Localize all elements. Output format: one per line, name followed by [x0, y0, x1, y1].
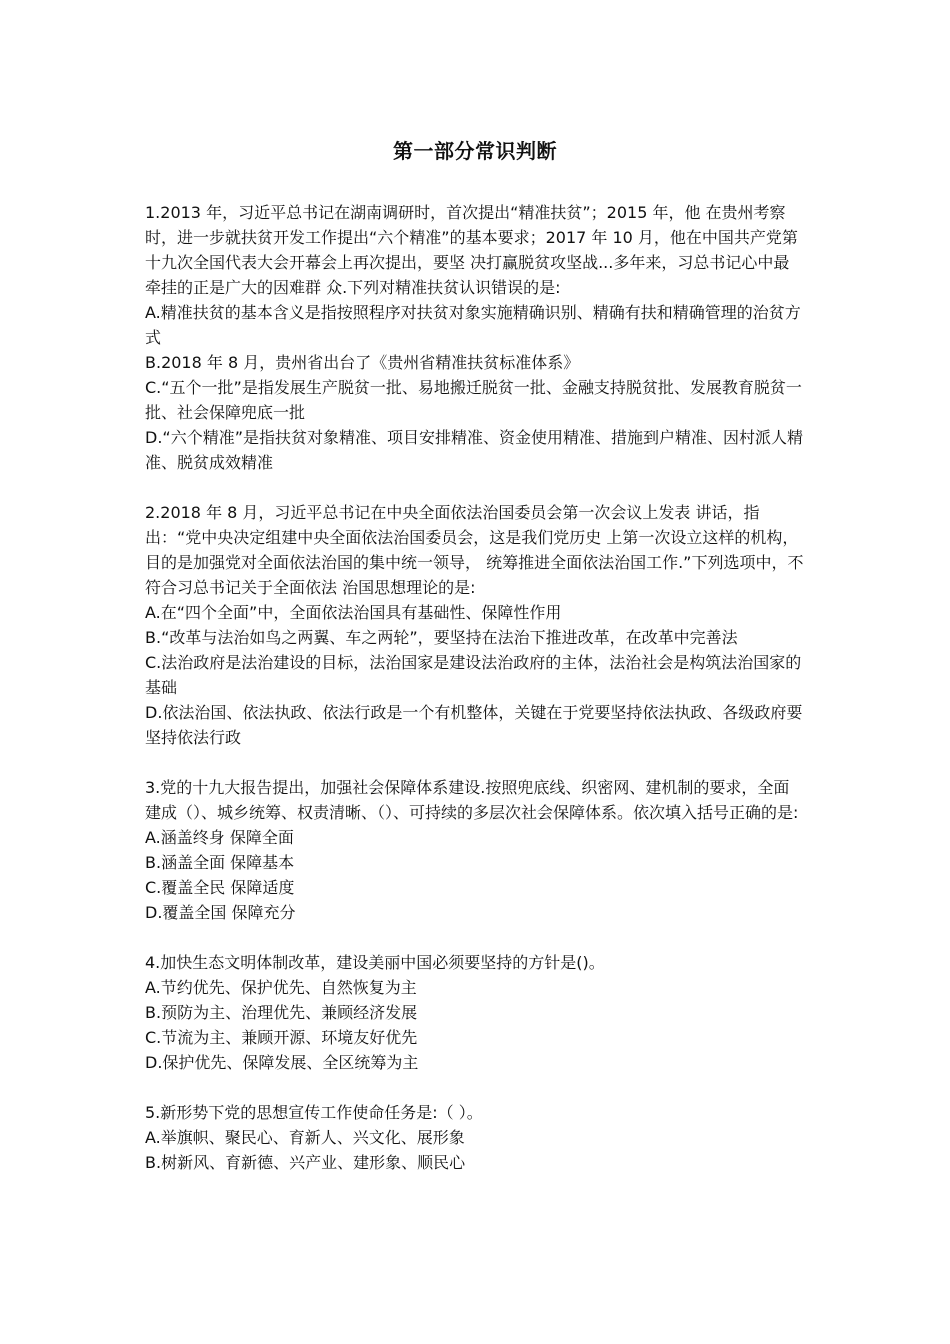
option-c: C.覆盖全民 保障适度 [145, 878, 295, 897]
question-1 [145, 200, 805, 475]
question-3 [145, 775, 805, 925]
question-stem: 2.2018 年 8 月，习近平总书记在中央全面依法治国委员会第一次会议上发表 讲话，指出：“党中央决定组建中央全面依法治国委员会，这是我们党历史 上第一次设立这样的机构，目的是加强党对全面依法治国的集中统一领导， 统筹推进全面依法治国工作.”下列选项中，不符合习总书记关于全面依法 治国思想理论的是: [145, 503, 804, 597]
question-5 [145, 1100, 805, 1175]
option-b: B.预防为主、治理优先、兼顾经济发展 [145, 1003, 418, 1022]
option-a: A.节约优先、保护优先、自然恢复为主 [145, 978, 417, 997]
option-d: D.依法治国、依法执政、依法行政是一个有机整体，关键在于党要坚持依法执政、各级政府要坚持依法行政 [145, 703, 803, 747]
option-d: D.保护优先、保障发展、全区统筹为主 [145, 1053, 419, 1072]
option-c: C.“五个一批”是指发展生产脱贫一批、易地搬迁脱贫一批、金融支持脱贫批、发展教育脱贫一批、社会保障兜底一批 [145, 378, 802, 422]
option-c: C.节流为主、兼顾开源、环境友好优先 [145, 1028, 418, 1047]
section-title: 第一部分常识判断 [393, 139, 557, 163]
option-d: D.覆盖全国 保障充分 [145, 903, 296, 922]
option-a: A.涵盖终身 保障全面 [145, 828, 294, 847]
question-list [145, 200, 805, 1200]
option-b: B.树新风、育新德、兴产业、建形象、顺民心 [145, 1153, 466, 1172]
option-b: B.涵盖全面 保障基本 [145, 853, 295, 872]
option-d: D.“六个精准”是指扶贫对象精准、项目安排精准、资金使用精准、措施到户精准、因村派人精准、脱贫成效精准 [145, 428, 803, 472]
question-2 [145, 500, 805, 750]
option-b: B.2018 年 8 月，贵州省出台了《贵州省精准扶贫标准体系》 [145, 353, 580, 372]
question-stem: 3.党的十九大报告提出，加强社会保障体系建设.按照兜底线、织密网、建机制的要求，全面建成（）、城乡统筹、权责清晰、（）、可持续的多层次社会保障体系。依次填入括号正确的是: [145, 778, 799, 822]
question-4 [145, 950, 805, 1075]
question-stem: 4.加快生态文明体制改革，建设美丽中国必须要坚持的方针是()。 [145, 953, 605, 972]
option-c: C.法治政府是法治建设的目标，法治国家是建设法治政府的主体，法治社会是构筑法治国家的基础 [145, 653, 802, 697]
option-b: B.“改革与法治如鸟之两翼、车之两轮”，要坚持在法治下推进改革，在改革中完善法 [145, 628, 738, 647]
question-stem: 5.新形势下党的思想宣传工作使命任务是:（ ）。 [145, 1103, 483, 1122]
option-a: A.精准扶贫的基本含义是指按照程序对扶贫对象实施精确识别、精确有扶和精确管理的治贫方式 [145, 303, 801, 347]
option-a: A.在“四个全面”中，全面依法治国具有基础性、保障性作用 [145, 603, 562, 622]
option-a: A.举旗帜、聚民心、育新人、兴文化、展形象 [145, 1128, 465, 1147]
question-stem: 1.2013 年，习近平总书记在湖南调研时，首次提出“精准扶贫”；2015 年，他 在贵州考察时，进一步就扶贫开发工作提出“六个精准”的基本要求；2017 年 10 月，他在中国共产党第十九次全国代表大会开幕会上再次提出，要坚 决打赢脱贫攻坚战...多年来，习总书记心中最牵挂的正是广大的因难群 众.下列对精准扶贫认识错误的是: [145, 203, 798, 297]
